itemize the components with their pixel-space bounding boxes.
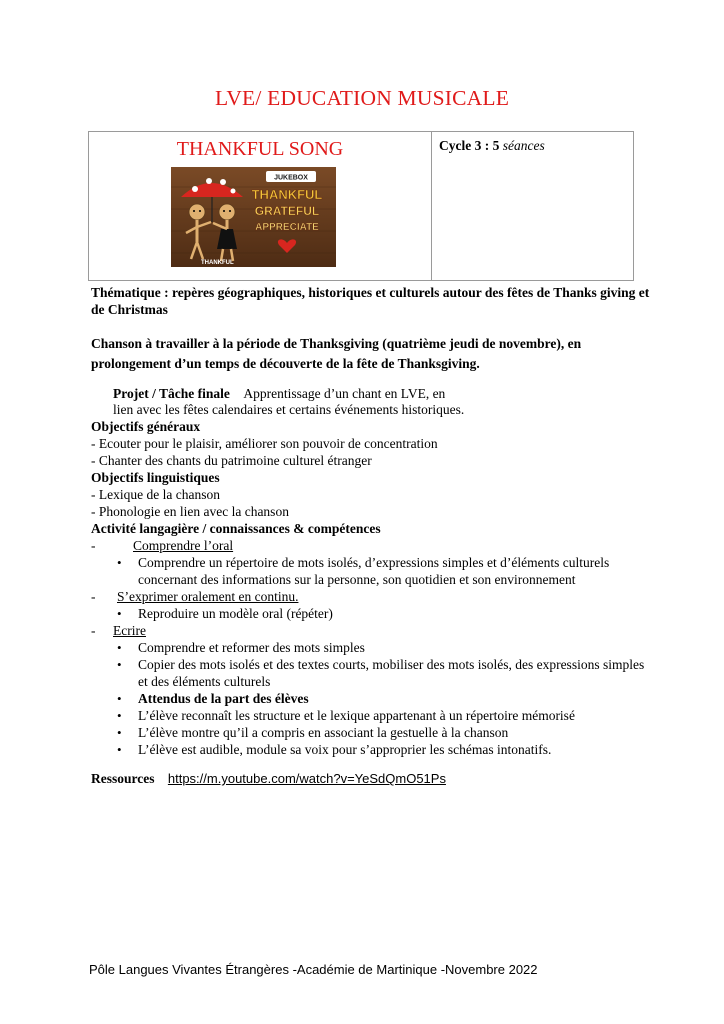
ecrire-item: - Ecrire <box>91 623 146 638</box>
header-table <box>88 131 634 281</box>
cycle-info <box>439 138 545 154</box>
list-item: • Attendus de la part des élèves <box>117 691 309 706</box>
list-item: • L’élève montre qu’il a compris en associant la gestuelle à la chanson <box>117 725 509 740</box>
activite-heading: Activité langagière / connaissances & compétences <box>91 521 381 536</box>
objectifs-generaux-heading: Objectifs généraux <box>91 419 201 434</box>
ressources-line <box>91 770 651 787</box>
table-divider <box>431 132 432 280</box>
list-item: • L’élève est audible, module sa voix pour s’approprier les schémas intonatifs. <box>117 742 552 757</box>
list-item: - Lexique de la chanson <box>91 487 220 502</box>
page-footer: Pôle Langues Vivantes Étrangères -Académie de Martinique -Novembre 2022 <box>89 962 538 977</box>
document-body <box>91 284 651 787</box>
exprimer-label: S’exprimer oralement en continu. <box>117 589 299 604</box>
cycle-sessions: séances <box>502 138 545 153</box>
list-item: • L’élève reconnaît les structure et le lexique appartenant à un répertoire mémorisé <box>117 708 575 723</box>
ressources-label: Ressources <box>91 771 155 786</box>
thematique-text: Thématique : repères géographiques, historiques et culturels autour des fêtes de Thanks giving et de Christmas <box>91 285 650 317</box>
chanson-text: Chanson à travailler à la période de Thanksgiving (quatrième jeudi de novembre), en prolongement d’un temps de découverte de la fête de Thanksgiving. <box>91 336 582 371</box>
projet-text: Apprentissage d’un chant en LVE, en <box>243 386 446 401</box>
song-title: THANKFUL SONG <box>176 138 344 160</box>
objectifs-linguistiques-heading: Objectifs linguistiques <box>91 470 220 485</box>
list-item: - Ecouter pour le plaisir, améliorer son pouvoir de concentration <box>91 436 438 451</box>
projet-label: Projet / Tâche finale <box>113 386 230 401</box>
list-item: - Chanter des chants du patrimoine culturel étranger <box>91 453 372 468</box>
list-item: • Reproduire un modèle oral (répéter) <box>117 606 333 621</box>
list-item: - Phonologie en lien avec la chanson <box>91 504 289 519</box>
ecrire-label: Ecrire <box>113 623 146 638</box>
list-item: • Comprendre et reformer des mots simples <box>117 640 365 655</box>
projet-block <box>113 386 651 418</box>
comprendre-oral-label: Comprendre l’oral <box>133 538 234 553</box>
projet-text-2: lien avec les fêtes calendaires et certains événements historiques. <box>113 402 465 417</box>
exprimer-item: - S’exprimer oralement en continu. <box>91 589 299 604</box>
ressources-link[interactable]: https://m.youtube.com/watch?v=YeSdQmO51Ps <box>167 771 446 786</box>
svg-text:JUKEBOX: JUKEBOX <box>274 174 308 182</box>
svg-text:APPRECIATE: APPRECIATE <box>255 222 319 233</box>
svg-text:THANKFUL: THANKFUL <box>251 187 323 202</box>
list-item: • Comprendre un répertoire de mots isolés, d’expressions simples et d’éléments culturels concernant des informations sur la personne, son quotidien et son environnement <box>117 555 610 587</box>
attendus-heading: Attendus de la part des élèves <box>138 691 309 706</box>
svg-text:GRATEFUL: GRATEFUL <box>254 204 320 218</box>
song-illustration-image <box>171 167 336 267</box>
page-title: LVE/ EDUCATION MUSICALE <box>214 86 510 110</box>
cycle-label: Cycle 3 : 5 <box>439 138 500 153</box>
comprendre-oral-item: - Comprendre l’oral <box>91 538 234 553</box>
list-item: • Copier des mots isolés et des textes courts, mobiliser des mots isolés, des expressions simples et des éléments culturels <box>117 657 645 689</box>
svg-text:THANKFUL: THANKFUL <box>201 260 234 266</box>
